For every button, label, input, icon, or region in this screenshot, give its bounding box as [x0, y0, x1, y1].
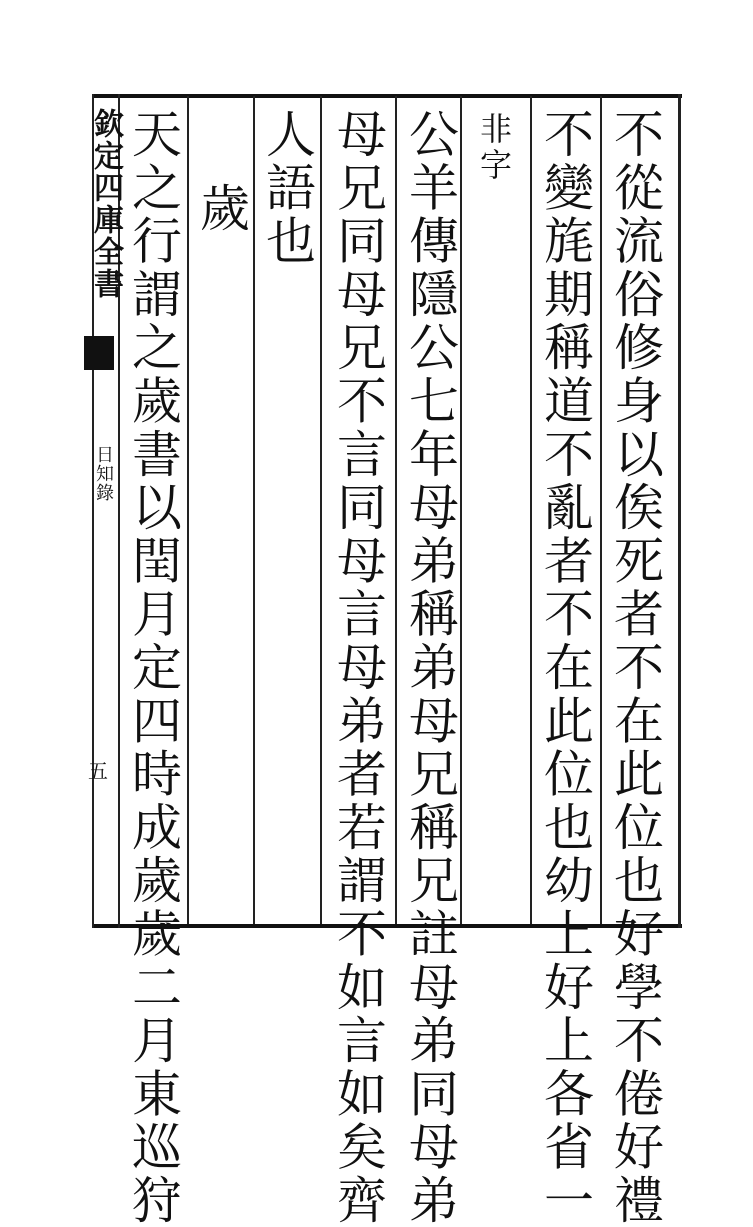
text-column-7: 歲 — [192, 182, 250, 236]
text-column-3: 非字 — [475, 112, 513, 184]
top-border — [92, 94, 682, 98]
text-column-5: 母兄同母兄不言同母言母弟者若謂不如言如矣齊 — [329, 108, 387, 1227]
column-divider — [253, 96, 255, 924]
book-title: 日知錄 — [93, 445, 114, 502]
text-column-2: 不變旄期稱道不亂者不在此位也幼上好上各省一 — [536, 108, 594, 1227]
text-column-1: 不從流俗修身以俟死者不在此位也好學不倦好禮 — [606, 108, 664, 1227]
collection-title: 欽定四庫全書 — [88, 108, 123, 300]
column-divider — [320, 96, 322, 924]
text-column-6: 人語也 — [258, 108, 316, 268]
text-column-8: 天之行謂之歲書以閏月定四時成歲歲二月東巡狩 — [124, 108, 182, 1227]
column-divider — [530, 96, 532, 924]
text-column-4: 公羊傳隱公七年母弟稱弟母兄稱兄註母弟同母弟 — [401, 108, 459, 1227]
column-divider — [600, 96, 602, 924]
column-divider — [395, 96, 397, 924]
column-divider — [460, 96, 462, 924]
fishtail-mark — [84, 336, 114, 370]
right-border — [678, 94, 681, 928]
column-divider — [187, 96, 189, 924]
page-number: 五 — [88, 759, 108, 783]
